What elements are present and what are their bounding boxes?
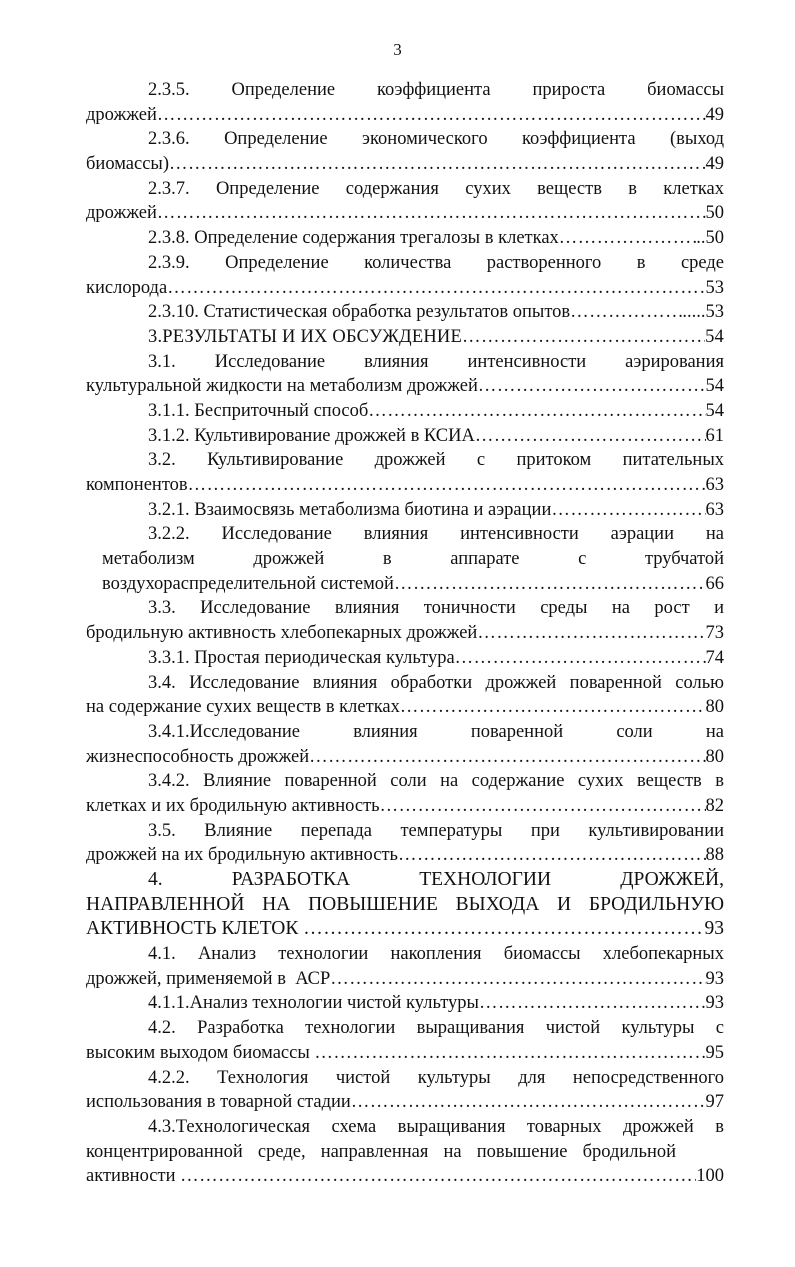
toc-entry-text: АКТИВНОСТЬ КЛЕТОК [86,918,304,940]
toc-entry-text: бродильную активность хлебопекарных дрожжей [86,623,478,644]
toc-entry-3-4-2 [86,769,724,818]
toc-entry-3-1-1 [86,399,724,424]
toc-page-number: 66 [705,573,724,594]
toc-entry-3-5 [86,819,724,868]
toc-entry-4 [86,868,724,942]
toc-page-number: 88 [705,845,724,866]
dot-leader [462,325,705,350]
toc-entry-3-2-1 [86,498,724,523]
toc-entry-text: 3.3. Исследование влияния тоничности среды на рост и [148,598,724,619]
toc-entry-text: 3.1.1. Бесприточный способ [148,400,369,421]
toc-entry-3-2-2 [86,522,724,596]
toc-page-number: 80 [705,746,724,767]
toc-entry-3-1 [86,350,724,399]
dot-leader [180,1164,696,1189]
dot-leader [157,201,706,226]
toc-entry-leader-line [86,917,724,942]
toc-entry-leader-line [86,276,724,301]
toc-entry-text: 3.2.1. Взаимосвязь метаболизма биотина и аэрации [148,499,552,520]
toc-entry-text: 3.РЕЗУЛЬТАТЫ И ИХ ОБСУЖДЕНИЕ [148,326,462,347]
toc-entry-3-3 [86,596,724,645]
toc-entry-text: дрожжей [86,203,157,224]
toc-entry-text: активности [86,1166,181,1187]
toc-page-number: 95 [705,1042,724,1063]
toc-entry-leader-line [86,967,724,992]
toc-entry-2-3-6 [86,127,724,176]
toc-page-number: 82 [705,795,724,816]
toc-entry-4-2 [86,1016,724,1065]
toc-entry-2-3-8 [86,226,724,251]
toc-page-number: 93 [704,918,724,940]
toc-page-number: 80 [705,697,724,718]
toc-entry-text: 2.3.5. Определение коэффициента прироста биомассы [148,80,724,100]
dot-leader [380,794,706,819]
toc-page-number: 49 [705,154,724,175]
toc-entry-text: 2.3.10. Статистическая обработка результатов опытов [148,302,571,323]
toc-page-number: ..50 [696,228,724,249]
table-of-contents [86,78,724,1189]
toc-entry-leader-line [86,646,724,671]
toc-entry-text: 3.5. Влияние перепада температуры при культивировании [148,820,724,841]
toc-page-number: 54 [705,400,724,421]
toc-entry-leader-line [86,473,724,498]
toc-entry-leader-line [86,1041,724,1066]
dot-leader [314,1041,705,1066]
toc-entry-text: использования в товарной стадии [86,1092,351,1113]
toc-entry-text: 4.1. Анализ технологии накопления биомассы хлебопекарных [148,944,724,965]
toc-entry-3-2 [86,448,724,497]
toc-entry-leader-line [86,201,724,226]
toc-page-number: 74 [705,647,724,668]
toc-entry-3-1-2 [86,424,724,449]
dot-leader [455,646,706,671]
toc-entry-leader-line [86,621,724,646]
toc-entry-text: на содержание сухих веществ в клетках [86,697,400,718]
toc-entry-text: жизнеспособность дрожжей [86,746,310,767]
dot-leader [551,498,705,523]
toc-entry-leader-line [86,300,724,325]
toc-page-number: 100 [696,1166,724,1187]
toc-entry-text: кислорода [86,277,168,298]
dot-leader [394,572,706,597]
toc-entry-text: культуральной жидкости на метаболизм дрожжей [86,376,478,397]
toc-entry-4-2-2 [86,1066,724,1115]
dot-leader [169,152,705,177]
toc-entry-text: 4.1.1.Анализ технологии чистой культуры [148,993,479,1014]
toc-entry-leader-line [86,103,724,128]
toc-entry-text: 2.3.8. Определение содержания трегалозы в клетках [148,228,559,249]
toc-page-number: 93 [705,993,724,1014]
toc-entry-text: метаболизм дрожжей в аппарате с трубчатой [102,549,724,570]
toc-entry-2-3-10 [86,300,724,325]
toc-entry-text: дрожжей, применяемой в АСР [86,968,331,989]
toc-page-number: 61 [705,425,724,446]
toc-entry-3 [86,325,724,350]
toc-entry-text: дрожжей [86,104,157,125]
toc-entry-text: концентрированной среде, направленная на повышение бродильной [86,1141,676,1162]
dot-leader [478,374,706,399]
toc-entry-text: 4.2.2. Технология чистой культуры для непосредственного [148,1067,724,1088]
toc-entry-2-3-7 [86,177,724,226]
toc-entry-text: 3.1.2. Культивирование дрожжей в КСИА [148,425,475,446]
dot-leader [368,399,705,424]
toc-entry-text: 3.1. Исследование влияния интенсивности аэрирования [148,351,724,372]
toc-entry-leader-line [86,1090,724,1115]
toc-entry-3-3-1 [86,646,724,671]
toc-entry-text: 2.3.9. Определение количества растворенного в среде [148,252,724,273]
dot-leader [398,843,706,868]
toc-page-number: .....53 [682,302,724,323]
toc-entry-text: НАПРАВЛЕННОЙ НА ПОВЫШЕНИЕ ВЫХОДА И БРОДИЛЬНУЮ [86,893,724,915]
toc-entry-text: 3.4. Исследование влияния обработки дрожжей поваренной солью [148,672,724,693]
dot-leader [400,695,706,720]
toc-entry-4-3 [86,1115,724,1189]
toc-entry-2-3-9 [86,251,724,300]
toc-entry-text: биомассы) [86,154,170,175]
page-number: 3 [393,40,402,59]
dot-leader [351,1090,706,1115]
toc-entry-text: клетках и их бродильную активность [86,795,380,816]
toc-entry-2-3-5 [86,78,724,127]
toc-page-number: 63 [705,499,724,520]
toc-page-number: 50 [705,203,724,224]
toc-entry-leader-line [86,1164,724,1189]
toc-entry-text: 2.3.7. Определение содержания сухих веществ в клетках [148,178,724,199]
toc-entry-leader-line [86,399,724,424]
toc-entry-leader-line [86,226,724,251]
toc-entry-text: 2.3.6. Определение экономического коэффициента (выход [148,129,724,150]
toc-entry-leader-line [86,374,724,399]
toc-entry-text: 3.3.1. Простая периодическая культура [148,647,455,668]
toc-entry-leader-line [86,424,724,449]
toc-page-number: 54 [705,376,724,397]
toc-entry-text: компонентов [86,475,188,495]
toc-entry-leader-line [86,498,724,523]
dot-leader [188,473,706,498]
dot-leader [157,103,706,128]
toc-entry-3-4 [86,671,724,720]
toc-entry-text: 4.3.Технологическая схема выращивания товарных дрожжей в [148,1116,724,1137]
dot-leader [477,621,705,646]
toc-entry-leader-line [86,152,724,177]
toc-entry-text: 3.2.2. Исследование влияния интенсивности аэрации на [148,524,724,545]
toc-page-number: 53 [705,277,724,298]
toc-entry-leader-line [86,843,724,868]
toc-page-number: 49 [705,104,724,125]
dot-leader [303,917,704,942]
dot-leader [559,226,696,251]
toc-entry-text: 3.4.2. Влияние поваренной соли на содержание сухих веществ в [148,771,724,792]
toc-entry-text: дрожжей на их бродильную активность [86,845,398,866]
toc-entry-text: 3.4.1.Исследование влияния поваренной соли на [148,721,724,742]
dot-leader [475,424,706,449]
toc-entry-leader-line [86,572,724,597]
toc-entry-leader-line [86,695,724,720]
toc-entry-leader-line [86,794,724,819]
toc-page-number: 63 [705,475,724,495]
toc-entry-3-4-1 [86,720,724,769]
dot-leader [479,991,706,1016]
toc-entry-text: 4.2. Разработка технологии выращивания чистой культуры с [148,1018,724,1039]
toc-entry-text: воздухораспределительной системой [102,573,394,594]
toc-entry-leader-line [86,991,724,1016]
toc-entry-4-1-1 [86,991,724,1016]
toc-entry-leader-line [86,325,724,350]
toc-page-number: 97 [705,1092,724,1113]
dot-leader [570,300,682,325]
toc-entry-leader-line [86,745,724,770]
dot-leader [167,276,705,301]
dot-leader [309,745,705,770]
toc-page-number: 54 [705,326,724,347]
toc-entry-text: 4. РАЗРАБОТКА ТЕХНОЛОГИИ ДРОЖЖЕЙ, [148,869,724,890]
toc-entry-text: высоким выходом биомассы [86,1042,315,1063]
toc-page-number: 93 [705,968,724,989]
toc-page-number: 73 [705,623,724,644]
dot-leader [330,967,705,992]
toc-entry-4-1 [86,942,724,991]
toc-entry-text: 3.2. Культивирование дрожжей с притоком питательных [148,450,724,471]
